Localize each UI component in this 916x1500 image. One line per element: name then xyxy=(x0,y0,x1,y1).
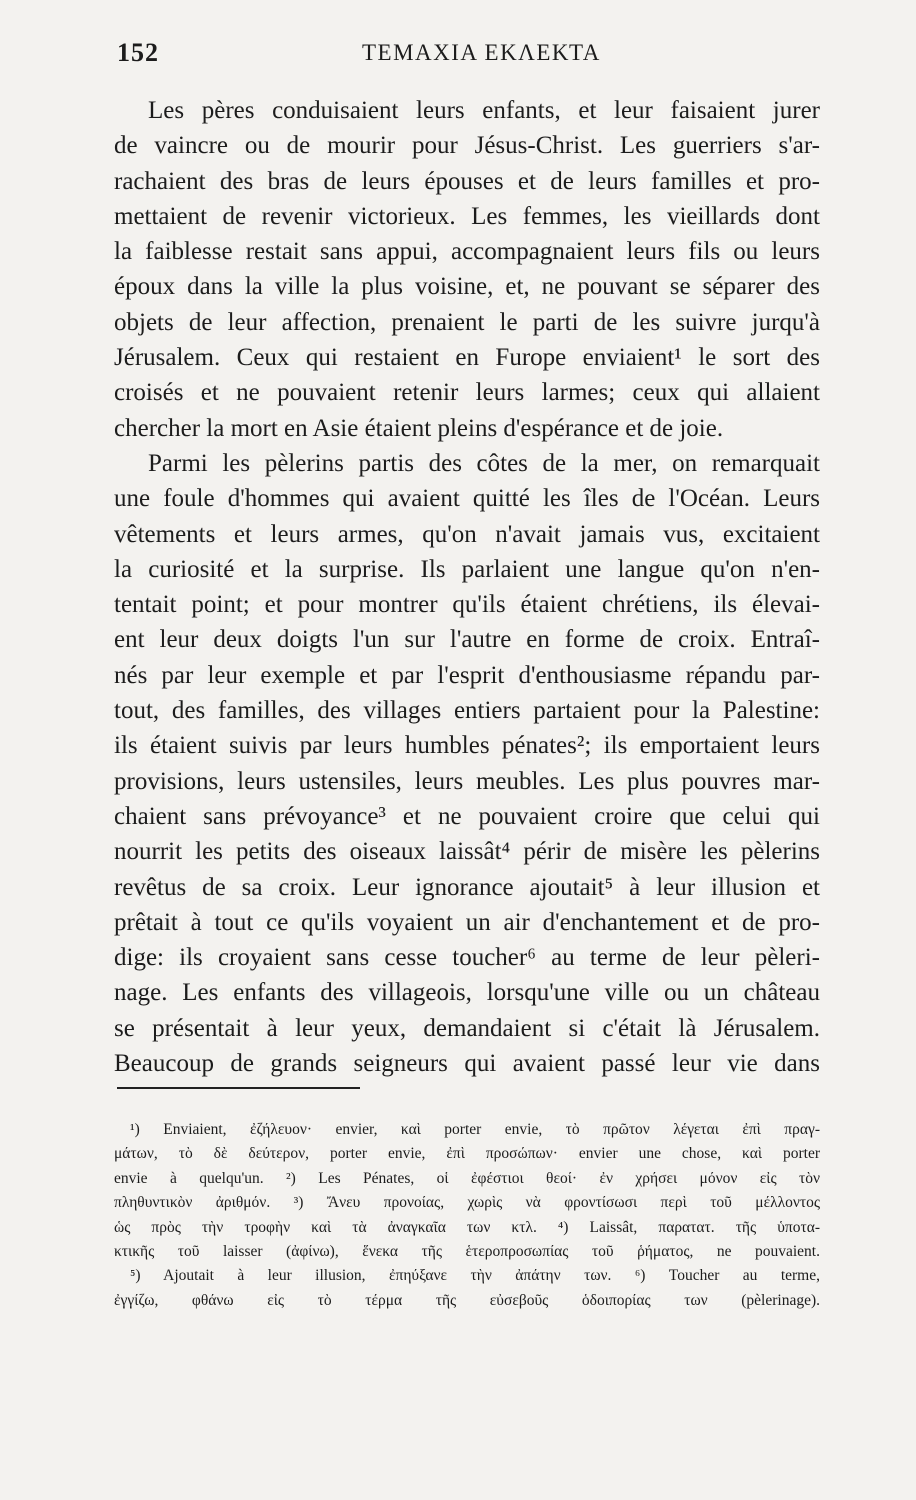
text-line: Parmi les pèlerins partis des côtes de la mer, on remarquait xyxy=(148,449,820,477)
text-line: vêtements et leurs armes, qu'on n'avait jamais vus, excitaient xyxy=(114,520,820,548)
text-line: Les pères conduisaient leurs enfants, et leur faisaient jurer xyxy=(148,97,820,124)
text-line: la curiosité et la surprise. Ils parlaient une langue qu'on n'en- xyxy=(114,555,820,583)
footnotes xyxy=(114,1118,820,1313)
text-line: revêtus de sa croix. Leur ignorance ajoutait⁵ à leur illusion et xyxy=(114,873,820,901)
text-line: prêtait à tout ce qu'ils voyaient un air d'enchantement et de pro- xyxy=(114,908,820,936)
page-number: 152 xyxy=(117,38,159,67)
text-line: objets de leur affection, prenaient le parti de les suivre jurqu'à xyxy=(114,308,820,336)
footnote-divider xyxy=(117,1087,360,1089)
text-line: Jérusalem. Ceux qui restaient en Furope enviaient¹ le sort des xyxy=(114,344,820,372)
text-line: nourrit les petits des oiseaux laissât⁴ périr de misère les pèlerins xyxy=(114,838,820,866)
text-line: mettaient de revenir victorieux. Les femmes, les vieillards dont xyxy=(114,202,820,230)
footnote-line: ὡς πρὸς τὴν τροφὴν καὶ τὰ ἀναγκαῖα των κτλ. ⁴) Laissât, παρατατ. τῆς ὑποτα- xyxy=(114,1218,820,1236)
footnote-line: πληθυντικὸν ἀριθμόν. ³) Ἄνευ προνοίας, χωρὶς νὰ φροντίσωσι περὶ τοῦ μέλλοντος xyxy=(114,1194,820,1212)
page-header xyxy=(117,38,817,78)
text-line: époux dans la ville la plus voisine, et, ne pouvant se séparer des xyxy=(114,273,820,301)
text-line: ent leur deux doigts l'un sur l'autre en forme de croix. Entraî- xyxy=(114,626,820,654)
text-line: nés par leur exemple et par l'esprit d'enthousiasme répandu par- xyxy=(114,661,820,689)
footnote-line: ⁵) Ajoutait à leur illusion, ἐπηύξανε τὴν ἀπάτην των. ⁶) Toucher au terme, xyxy=(130,1267,820,1285)
body-text xyxy=(114,93,820,1081)
text-line: la faiblesse restait sans appui, accompagnaient leurs fils ou leurs xyxy=(114,238,820,266)
text-line: rachaient des bras de leurs épouses et de leurs familles et pro- xyxy=(114,167,820,195)
footnote-line: envie à quelqu'un. ²) Les Pénates, οἱ ἐφέστιοι θεοί· ἐν χρήσει μόνον εἰς τὸν xyxy=(114,1169,820,1187)
text-line: de vaincre ou de mourir pour Jésus-Christ. Les guerriers s'ar- xyxy=(114,132,820,160)
text-line: se présentait à leur yeux, demandaient si c'était là Jérusalem. xyxy=(114,1014,820,1042)
text-line: croisés et ne pouvaient retenir leurs larmes; ceux qui allaient xyxy=(114,379,820,407)
text-line: dige: ils croyaient sans cesse toucher⁶ au terme de leur pèleri- xyxy=(114,944,820,972)
text-line: tentait point; et pour montrer qu'ils étaient chrétiens, ils élevai- xyxy=(114,591,820,619)
text-line: chaient sans prévoyance³ et ne pouvaient croire que celui qui xyxy=(114,802,820,830)
text-line: nage. Les enfants des villageois, lorsqu'une ville ou un château xyxy=(114,979,820,1007)
running-title: ΤΕΜΑΧΙΑ ΕΚΛΕΚΤΑ xyxy=(362,40,601,65)
text-line: une foule d'hommes qui avaient quitté les îles de l'Océan. Leurs xyxy=(114,485,820,513)
footnote-line: κτικῆς τοῦ laisser (ἀφίνω), ἕνεκα τῆς ἑτεροπροσωπίας τοῦ ῥήματος, ne pouvaient. xyxy=(114,1242,820,1260)
text-line: provisions, leurs ustensiles, leurs meubles. Les plus pouvres mar- xyxy=(114,767,820,795)
text-line: chercher la mort en Asie étaient pleins d'espérance et de joie. xyxy=(114,414,724,442)
text-line: tout, des familles, des villages entiers partaient pour la Palestine: xyxy=(114,697,820,725)
footnote-line: ¹) Enviaient, ἐζήλευον· envier, καὶ porter envie, τὸ πρῶτον λέγεται ἐπὶ πραγ- xyxy=(130,1121,820,1138)
text-line: Beaucoup de grands seigneurs qui avaient passé leur vie dans xyxy=(114,1050,820,1078)
footnote-line: ἐγγίζω, φθάνω εἰς τὸ τέρμα τῆς εὐσεβοῦς ὁδοιπορίας των (pèlerinage). xyxy=(114,1291,820,1309)
text-line: ils étaient suivis par leurs humbles pénates²; ils emportaient leurs xyxy=(114,732,820,760)
footnote-line: μάτων, τὸ δὲ δεύτερον, porter envie, ἐπὶ προσώπων· envier une chose, καὶ porter xyxy=(114,1145,820,1163)
